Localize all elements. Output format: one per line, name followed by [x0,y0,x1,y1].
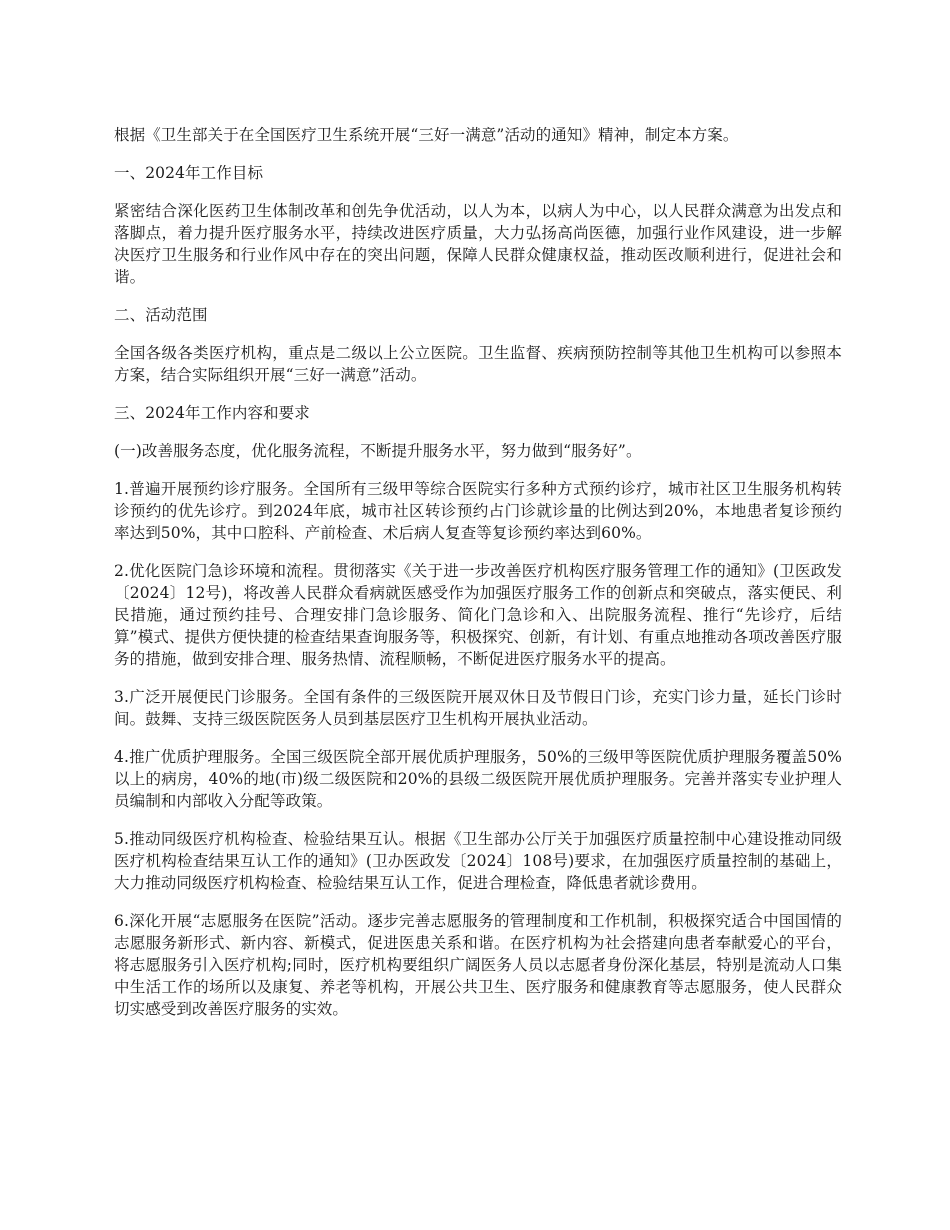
item-6-paragraph: 6.深化开展“志愿服务在医院”活动。逐步完善志愿服务的管理制度和工作机制，积极探究适合中国国情的志愿服务新形式、新内容、新模式，促进医患关系和谐。在医疗机构为社会搭建向患者奉献爱心的平台，将志愿服务引入医疗机构;同时，医疗机构要组织广阔医务人员以志愿者身份深化基层，特别是流动人口集中生活工作的场所以及康复、养老等机构，开展公共卫生、医疗服务和健康教育等志愿服务，使人民群众切实感受到改善医疗服务的实效。 [114,912,842,1018]
intro-paragraph: 根据《卫生部关于在全国医疗卫生系统开展“三好一满意”活动的通知》精神，制定本方案。 [114,126,739,144]
subsection-heading-service: (一)改善服务态度，优化服务流程，不断提升服务水平，努力做到“服务好”。 [114,442,642,460]
item-4-paragraph: 4.推广优质护理服务。全国三级医院全部开展优质护理服务，50%的三级甲等医院优质护理服务覆盖50%以上的病房，40%的地(市)级二级医院和20%的县级二级医院开展优质护理服务。完善并落实专业护理人员编制和内部收入分配等政策。 [114,748,842,810]
document-body [114,124,842,1036]
section-heading-goals: 一、2024年工作目标 [114,164,264,182]
item-2-paragraph: 2.优化医院门急诊环境和流程。贯彻落实《关于进一步改善医疗机构医疗服务管理工作的通知》(卫医政发〔2024〕12号)，将改善人民群众看病就医感受作为加强医疗服务工作的创新点和突破点，落实便民、利民措施，通过预约挂号、合理安排门急诊服务、简化门急诊和入、出院服务流程、推行“先诊疗，后结算”模式、提供方便快捷的检查结果查询服务等，积极探究、创新，有计划、有重点地推动各项改善医疗服务的措施，做到安排合理、服务热情、流程顺畅，不断促进医疗服务水平的提高。 [114,562,842,668]
item-3-paragraph: 3.广泛开展便民门诊服务。全国有条件的三级医院开展双休日及节假日门诊，充实门诊力量，延长门诊时间。鼓舞、支持三级医院医务人员到基层医疗卫生机构开展执业活动。 [114,688,842,728]
goals-paragraph: 紧密结合深化医药卫生体制改革和创先争优活动，以人为本，以病人为中心，以人民群众满意为出发点和落脚点，着力提升医疗服务水平，持续改进医疗质量，大力弘扬高尚医德，加强行业作风建设，进一步解决医疗卫生服务和行业作风中存在的突出问题，保障人民群众健康权益，推动医改顺利进行，促进社会和谐。 [114,202,842,286]
item-5-paragraph: 5.推动同级医疗机构检查、检验结果互认。根据《卫生部办公厅关于加强医疗质量控制中心建设推动同级医疗机构检查结果互认工作的通知》(卫办医政发〔2024〕108号)要求，在加强医疗质量控制的基础上，大力推动同级医疗机构检查、检验结果互认工作，促进合理检查，降低患者就诊费用。 [114,830,842,892]
section-heading-scope: 二、活动范围 [114,306,208,324]
scope-paragraph: 全国各级各类医疗机构，重点是二级以上公立医院。卫生监督、疾病预防控制等其他卫生机构可以参照本方案，结合实际组织开展“三好一满意”活动。 [114,344,842,384]
section-heading-content: 三、2024年工作内容和要求 [114,404,310,422]
item-1-paragraph: 1.普遍开展预约诊疗服务。全国所有三级甲等综合医院实行多种方式预约诊疗，城市社区卫生服务机构转诊预约的优先诊疗。到2024年底，城市社区转诊预约占门诊就诊量的比例达到20%，本地患者复诊预约率达到50%，其中口腔科、产前检查、术后病人复查等复诊预约率达到60%。 [114,480,842,542]
